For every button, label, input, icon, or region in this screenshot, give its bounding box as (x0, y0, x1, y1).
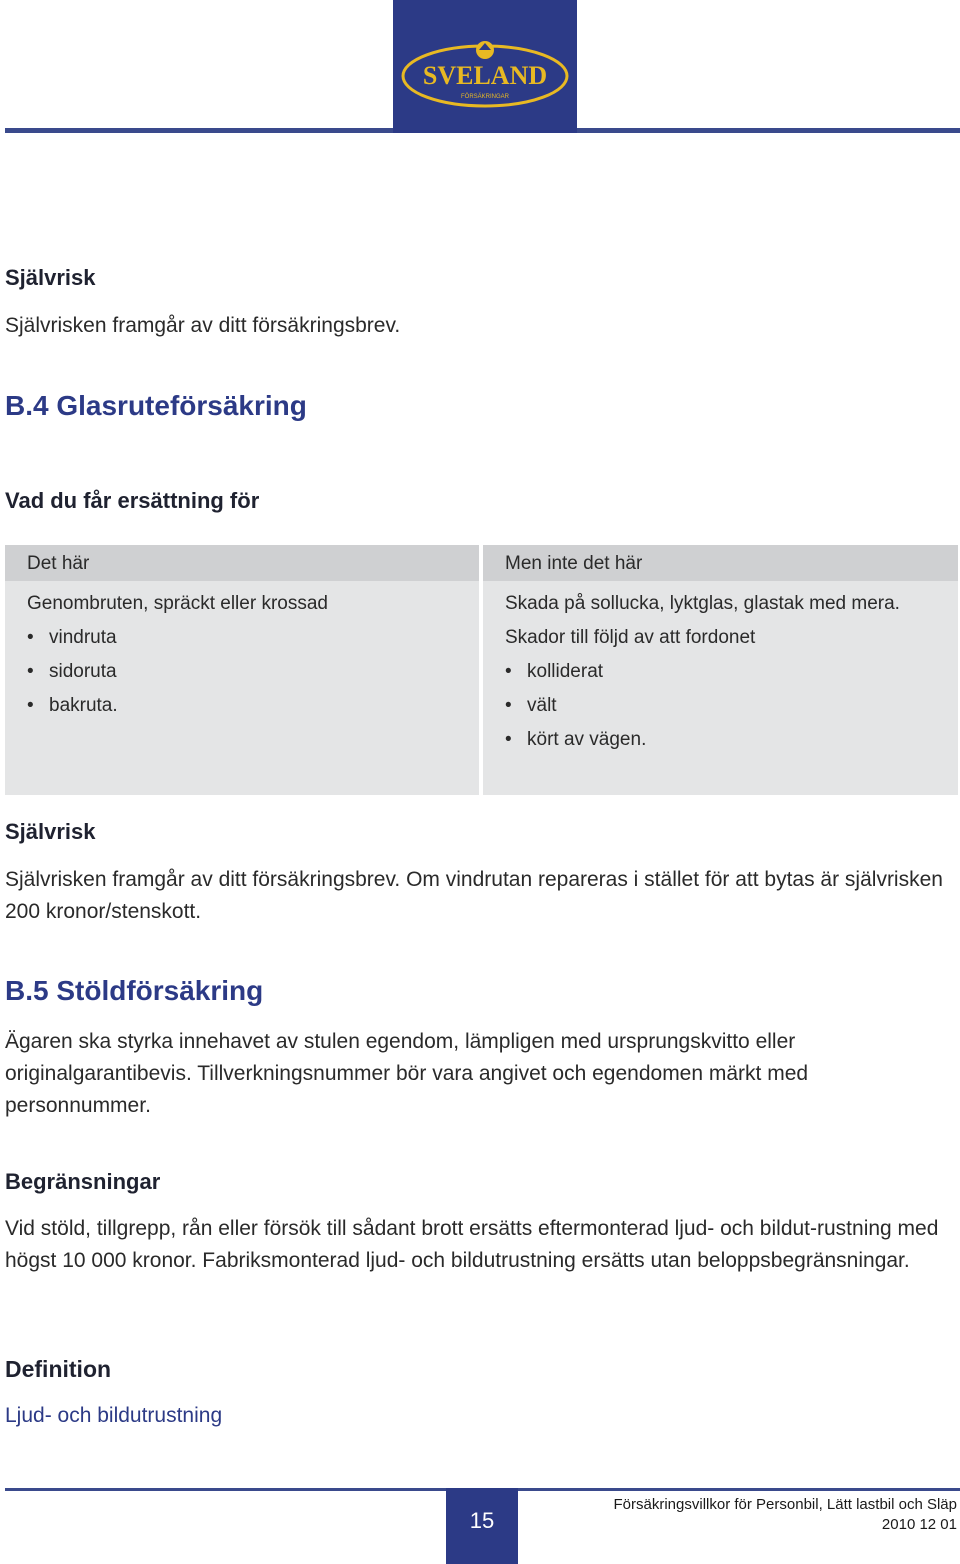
excluded-para-1: Skada på sollucka, lyktglas, glastak med mera. (505, 593, 900, 614)
list-item: • vindruta (27, 625, 439, 651)
covered-intro: Genombruten, spräckt eller krossad (27, 593, 328, 614)
list-item: • kolliderat (505, 659, 918, 685)
svg-text:SVELAND: SVELAND (422, 61, 548, 90)
footer-document-title: Försäkringsvillkor för Personbil, Lätt lastbil och Släp (613, 1496, 957, 1513)
excluded-column-body (483, 581, 958, 795)
sjalvrisk-heading-2: Självrisk (5, 819, 96, 844)
svg-text:FÖRSÄKRINGAR: FÖRSÄKRINGAR (460, 94, 510, 100)
list-item: • sidoruta (27, 659, 439, 685)
b4-subheading: Vad du får ersättning för (5, 488, 260, 513)
coverage-table (5, 545, 958, 795)
definition-link[interactable]: Ljud- och bildutrustning (5, 1404, 223, 1427)
excluded-column (483, 545, 958, 795)
footer-date: 2010 12 01 (881, 1516, 957, 1533)
begransningar-heading: Begränsningar (5, 1169, 161, 1194)
covered-column-header: Det här (5, 545, 479, 581)
excluded-para-2: Skador till följd av att fordonet (505, 627, 756, 648)
sveland-logo (401, 38, 569, 110)
sjalvrisk-text-1: Självrisken framgår av ditt försäkringsbrev. (5, 314, 401, 337)
excluded-list (505, 659, 918, 753)
list-item: • bakruta. (27, 693, 439, 719)
list-item: • kört av vägen. (505, 727, 918, 753)
covered-list (27, 625, 439, 719)
sjalvrisk-text-2: Självrisken framgår av ditt försäkringsbrev. Om vindrutan repareras i stället för att bytas är självrisken 200 kronor/stenskott. (5, 868, 943, 923)
b5-text: Ägaren ska styrka innehavet av stulen egendom, lämpligen med ursprungskvitto eller originalgarantibevis. Tillverkningsnummer bör vara angivet och egendomen märkt med personnummer. (5, 1030, 809, 1117)
section-title-b5: B.5 Stöldförsäkring (5, 975, 264, 1006)
covered-column (5, 545, 479, 795)
page-number: 15 (469, 1508, 495, 1533)
list-item: • vält (505, 693, 918, 719)
section-title-b4: B.4 Glasruteförsäkring (5, 390, 307, 421)
definition-heading: Definition (5, 1356, 112, 1382)
excluded-column-header: Men inte det här (483, 545, 958, 581)
begransningar-text: Vid stöld, tillgrepp, rån eller försök till sådant brott ersätts eftermonterad ljud- och bildut-rustning med högst 10 000 kronor. Fabriksmonterad ljud- och bildutrustning ersätts utan beloppsbegränsningar. (5, 1217, 939, 1272)
sjalvrisk-heading-1: Självrisk (5, 265, 96, 290)
covered-column-body (5, 581, 479, 795)
